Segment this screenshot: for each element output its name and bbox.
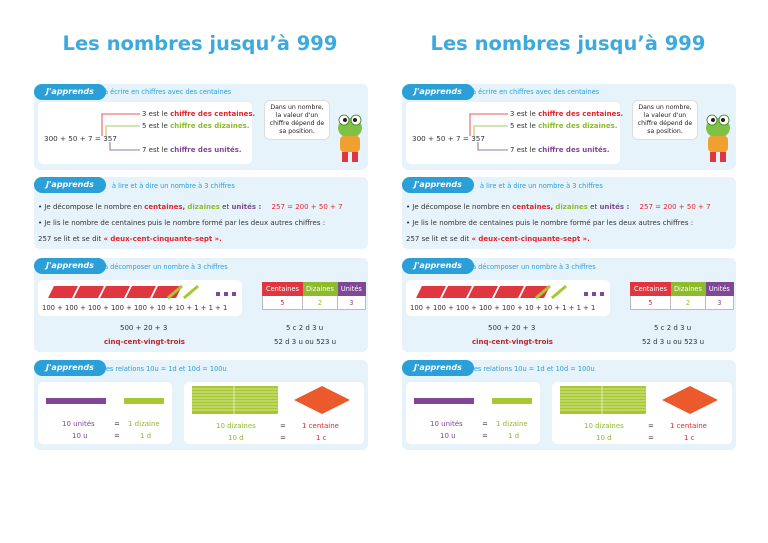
japprends-badge: J'apprends <box>34 177 106 193</box>
japprends-badge: J'apprends <box>402 84 474 100</box>
place-value-table <box>630 282 734 310</box>
bullet-said: 257 se lit et se dit « deux-cent-cinquante-sept ». <box>406 235 590 243</box>
frog-mascot-icon <box>700 110 736 166</box>
rods-and-flat-icon <box>558 384 728 416</box>
one-hundred: 1 centaine <box>302 422 339 430</box>
ten-units: 10 unités <box>62 420 95 428</box>
bullet-decompose: • Je décompose le nombre en centaines, dizaines et unités : 257 = 200 + 50 + 7 <box>406 203 711 211</box>
equals-sign: = <box>280 434 286 442</box>
section-read <box>402 177 736 249</box>
bullet-read: • Je lis le nombre de centaines puis le nombre formé par les deux autres chiffres : <box>38 219 326 227</box>
page-right <box>368 0 752 543</box>
digit-tens: 2 <box>302 296 337 310</box>
units-tens-box <box>38 382 172 444</box>
digit-units: 3 <box>705 296 733 310</box>
section-relations <box>402 360 736 450</box>
one-c: 1 c <box>316 434 327 442</box>
section-subtitle: à décomposer un nombre à 3 chiffres <box>472 263 596 271</box>
one-c: 1 c <box>684 434 695 442</box>
sum-line: 100 + 100 + 100 + 100 + 100 + 10 + 10 + 1 + 1 + 1 <box>42 304 228 312</box>
digit-tens: 2 <box>670 296 705 310</box>
tens-line: 5 est le chiffre des dizaines. <box>510 122 618 130</box>
section-subtitle: à décomposer un nombre à 3 chiffres <box>104 263 228 271</box>
base-ten-blocks-icon <box>40 284 240 300</box>
cdu-notation: 5 c 2 d 3 u <box>654 324 692 332</box>
equals-sign: = <box>648 434 654 442</box>
japprends-badge: J'apprends <box>402 177 474 193</box>
digit-hundreds: 5 <box>263 296 303 310</box>
units-tens-box <box>406 382 540 444</box>
units-line: 7 est le chiffre des unités. <box>142 146 242 154</box>
page-title: Les nombres jusqu’à 999 <box>62 32 338 55</box>
tens-line: 5 est le chiffre des dizaines. <box>142 122 250 130</box>
ten-d: 10 d <box>228 434 244 442</box>
arrows-icon <box>464 106 514 156</box>
header-tens: Dizaines <box>670 283 705 296</box>
example-box <box>38 102 256 164</box>
number-words: cinq-cent-vingt-trois <box>104 338 185 346</box>
section-write <box>34 84 368 170</box>
base-ten-blocks-icon <box>408 284 608 300</box>
rods-and-flat-icon <box>190 384 360 416</box>
equals-sign: = <box>280 422 286 430</box>
section-relations <box>34 360 368 450</box>
sum-line: 100 + 100 + 100 + 100 + 100 + 10 + 10 + 1 + 1 + 1 <box>410 304 596 312</box>
japprends-badge: J'apprends <box>402 258 474 274</box>
speech-bubble: Dans un nombre, la valeur d'un chiffre dépend de sa position. <box>264 100 330 140</box>
japprends-badge: J'apprends <box>34 84 106 100</box>
section-read <box>34 177 368 249</box>
section-subtitle: les relations 10u = 1d et 10d = 100u <box>104 365 227 373</box>
hundreds-line: 3 est le chiffre des centaines. <box>510 110 624 118</box>
bullet-read: • Je lis le nombre de centaines puis le nombre formé par les deux autres chiffres : <box>406 219 694 227</box>
one-ten: 1 dizaine <box>128 420 160 428</box>
example-box <box>406 102 624 164</box>
sum-compact: 500 + 20 + 3 <box>120 324 168 332</box>
section-subtitle: à lire et à dire un nombre à 3 chiffres <box>112 182 235 190</box>
ten-u: 10 u <box>440 432 456 440</box>
ten-u: 10 u <box>72 432 88 440</box>
section-subtitle: à lire et à dire un nombre à 3 chiffres <box>480 182 603 190</box>
ten-units: 10 unités <box>430 420 463 428</box>
place-value-table <box>262 282 366 310</box>
cdu-notation: 5 c 2 d 3 u <box>286 324 324 332</box>
section-subtitle: à écrire en chiffres avec des centaines <box>104 88 232 96</box>
japprends-badge: J'apprends <box>402 360 474 376</box>
section-subtitle: à écrire en chiffres avec des centaines <box>472 88 600 96</box>
du-notation: 52 d 3 u ou 523 u <box>274 338 337 346</box>
section-decompose <box>402 258 736 352</box>
speech-bubble: Dans un nombre, la valeur d'un chiffre dépend de sa position. <box>632 100 698 140</box>
unit-cubes-icon <box>414 396 534 406</box>
ten-d: 10 d <box>596 434 612 442</box>
blocks-box <box>406 280 610 316</box>
header-units: Unités <box>705 283 733 296</box>
bullet-decompose: • Je décompose le nombre en centaines, dizaines et unités : 257 = 200 + 50 + 7 <box>38 203 343 211</box>
equation: 300 + 50 + 7 = 357 <box>412 134 485 143</box>
frog-mascot-icon <box>332 110 368 166</box>
equation: 300 + 50 + 7 = 357 <box>44 134 117 143</box>
unit-cubes-icon <box>46 396 166 406</box>
section-subtitle: les relations 10u = 1d et 10d = 100u <box>472 365 595 373</box>
digit-hundreds: 5 <box>631 296 671 310</box>
equals-sign: = <box>114 432 120 440</box>
arrows-icon <box>96 106 146 156</box>
one-ten: 1 dizaine <box>496 420 528 428</box>
header-units: Unités <box>337 283 365 296</box>
japprends-badge: J'apprends <box>34 360 106 376</box>
one-hundred: 1 centaine <box>670 422 707 430</box>
sum-compact: 500 + 20 + 3 <box>488 324 536 332</box>
header-hundreds: Centaines <box>263 283 303 296</box>
one-d: 1 d <box>508 432 520 440</box>
hundreds-line: 3 est le chiffre des centaines. <box>142 110 256 118</box>
tens-hundreds-box <box>184 382 364 444</box>
equals-sign: = <box>114 420 120 428</box>
section-write <box>402 84 736 170</box>
header-hundreds: Centaines <box>631 283 671 296</box>
equals-sign: = <box>648 422 654 430</box>
digit-units: 3 <box>337 296 365 310</box>
blocks-box <box>38 280 242 316</box>
ten-tens: 10 dizaines <box>216 422 256 430</box>
header-tens: Dizaines <box>302 283 337 296</box>
equals-sign: = <box>482 420 488 428</box>
bullet-said: 257 se lit et se dit « deux-cent-cinquante-sept ». <box>38 235 222 243</box>
section-decompose <box>34 258 368 352</box>
page-title: Les nombres jusqu’à 999 <box>430 32 706 55</box>
tens-hundreds-box <box>552 382 732 444</box>
equals-sign: = <box>482 432 488 440</box>
du-notation: 52 d 3 u ou 523 u <box>642 338 705 346</box>
number-words: cinq-cent-vingt-trois <box>472 338 553 346</box>
ten-tens: 10 dizaines <box>584 422 624 430</box>
one-d: 1 d <box>140 432 152 440</box>
units-line: 7 est le chiffre des unités. <box>510 146 610 154</box>
japprends-badge: J'apprends <box>34 258 106 274</box>
